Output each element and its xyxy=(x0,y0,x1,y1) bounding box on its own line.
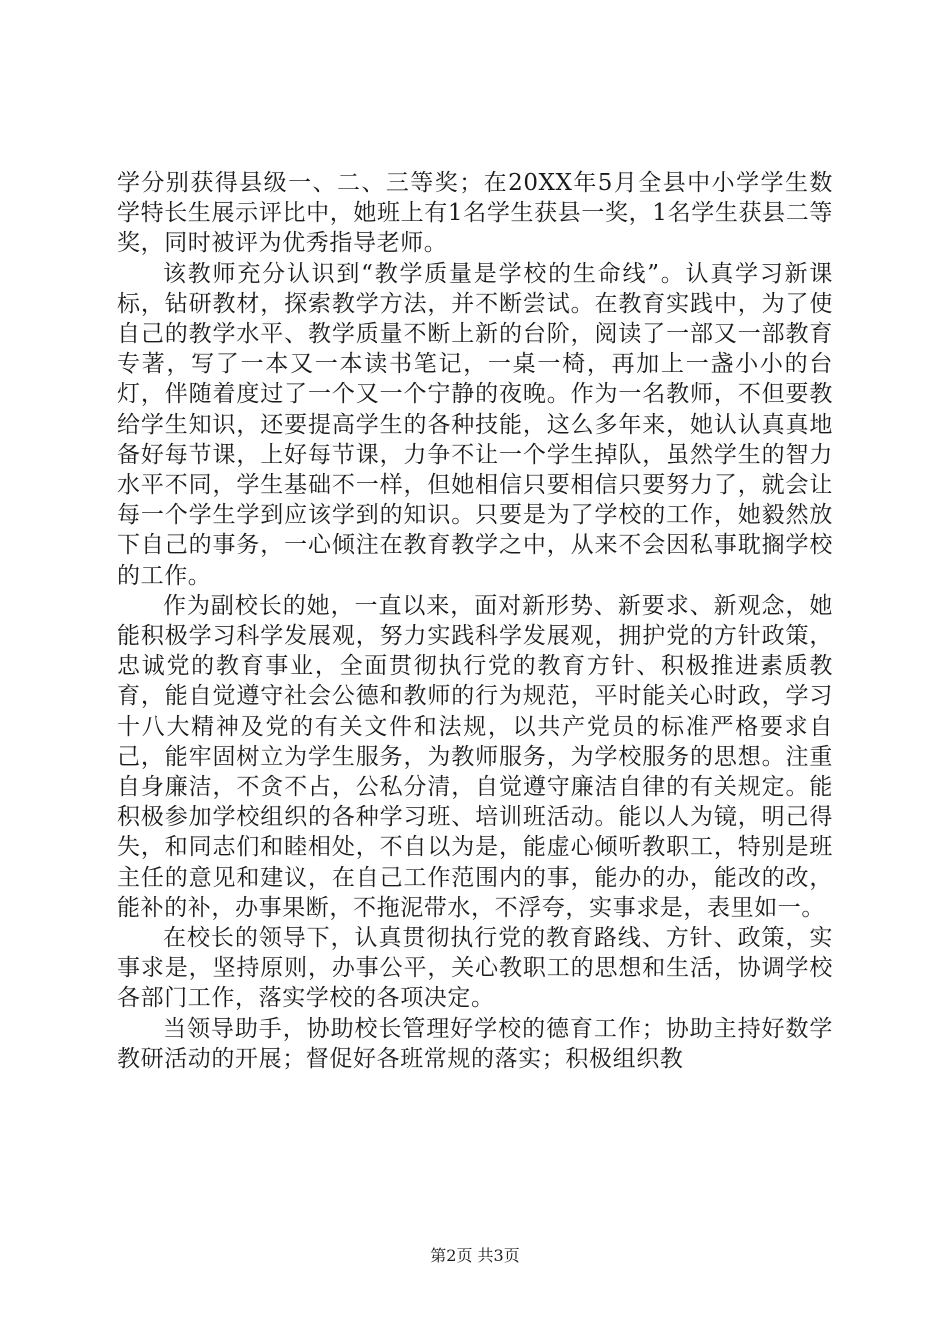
paragraph-assistant-role: 当领导助手，协助校长管理好学校的德育工作；协助主持好数学教研活动的开展；督促好各班常规的落实；积极组织教 xyxy=(117,1015,833,1072)
page-number-footer: 第2页 共3页 xyxy=(430,1246,520,1265)
document-body xyxy=(117,168,833,1074)
paragraph-vice-principal: 作为副校长的她，一直以来，面对新形势、新要求、新观念，她能积极学习科学发展观，努力实践科学发展观，拥护党的方针政策，忠诚党的教育事业，全面贯彻执行党的教育方针、积极推进素质教育，能自觉遵守社会公德和教师的行为规范，平时能关心时政，学习十八大精神及党的有关文件和法规，以共产党员的标准严格要求自己，能牢固树立为学生服务，为教师服务，为学校服务的思想。注重自身廉洁，不贪不占，公私分清，自觉遵守廉洁自律的有关规定。能积极参加学校组织的各种学习班、培训班活动。能以人为镜，明己得失，和同志们和睦相处，不自以为是，能虚心倾听教职工，特别是班主任的意见和建议，在自己工作范围内的事，能办的办，能改的改，能补的补，办事果断，不拖泥带水，不浮夸，实事求是，表里如一。 xyxy=(117,592,833,921)
paragraph-teaching-quality: 该教师充分认识到“教学质量是学校的生命线”。认真学习新课标，钻研教材，探索教学方法，并不断尝试。在教育实践中，为了使自己的教学水平、教学质量不断上新的台阶，阅读了一部又一部教育专著，写了一本又一本读书笔记，一桌一椅，再加上一盏小小的台灯，伴随着度过了一个又一个宁静的夜晚。作为一名教师，不但要教给学生知识，还要提高学生的各种技能，这么多年来，她认认真真地备好每节课，上好每节课，力争不让一个学生掉队，虽然学生的智力水平不同，学生基础不一样，但她相信只要相信只要努力了，就会让每一个学生学到应该学到的知识。只要是为了学校的工作，她毅然放下自己的事务，一心倾注在教育教学之中，从来不会因私事耽搁学校的工作。 xyxy=(117,260,833,589)
paragraph-principal-leadership: 在校长的领导下，认真贯彻执行党的教育路线、方针、政策，实事求是，坚持原则，办事公平，关心教职工的思想和生活，协调学校各部门工作，落实学校的各项决定。 xyxy=(117,925,833,1012)
paragraph-continuation: 学分别获得县级一、二、三等奖；在20XX年5月全县中小学学生数学特长生展示评比中，她班上有1名学生获县一奖，1名学生获县二等奖，同时被评为优秀指导老师。 xyxy=(117,170,833,257)
